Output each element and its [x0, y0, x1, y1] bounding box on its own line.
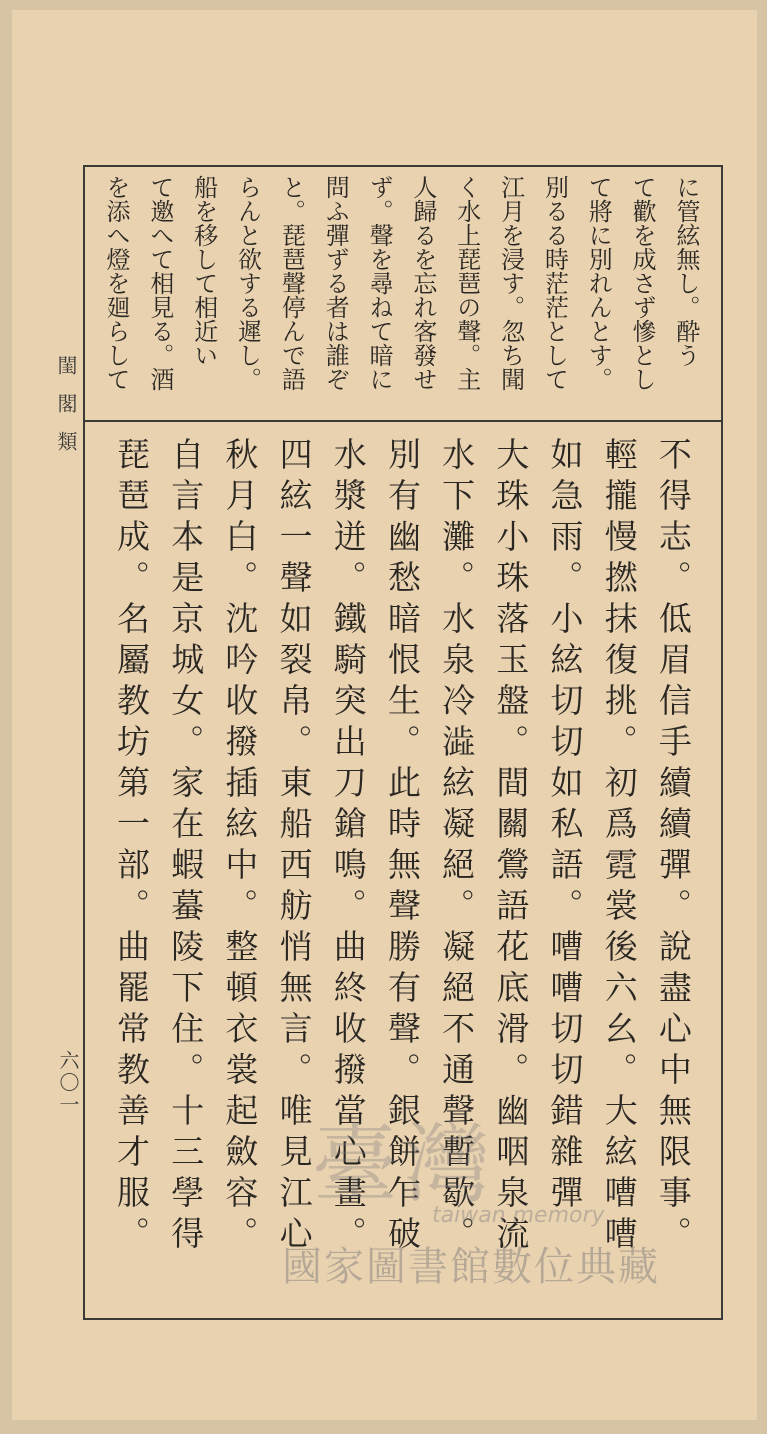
annotation-column: に管絃無し。酔う	[671, 175, 700, 367]
annotation-section	[85, 167, 721, 422]
annotation-column: 江月を浸す。忽ち聞	[496, 175, 525, 391]
main-text-column: 別有幽愁暗恨生。此時無聲勝有聲。銀餅乍破	[382, 437, 422, 1257]
main-text-column: 自言本是京城女。家在蝦蟇陵下住。十三學得	[166, 437, 206, 1257]
main-text-column: 如急雨。小絃切切如私語。嘈嘈切切錯雜彈	[545, 437, 585, 1216]
annotation-column: て歡を成さず慘とし	[628, 175, 657, 391]
annotation-column: て邀へて相見る。酒	[145, 175, 174, 391]
main-text-column: 水下灘。水泉冷澁絃凝絕。凝絕不通聲暫歇。	[437, 437, 477, 1257]
library-watermark	[282, 1095, 722, 1315]
watermark-logo-text: 臺灣	[312, 1115, 496, 1215]
main-text-column: 四絃一聲如裂帛。東船西舫悄無言。唯見江心	[274, 437, 314, 1257]
watermark-latin-text: taiwan memory	[432, 1203, 605, 1228]
book-page	[12, 10, 757, 1420]
main-text-column: 大珠小珠落玉盤。間關鶯語花底滑。幽咽泉流	[491, 437, 531, 1257]
margin-category-label: 閨閣類	[54, 355, 78, 469]
watermark-library-name: 國家圖書館數位典藏	[282, 1244, 660, 1290]
annotation-column: て將に別れんとす。	[584, 175, 613, 391]
main-text-column: 琵琶成。名屬教坊第一部。曲罷常教善才服。	[112, 437, 151, 1257]
main-text-column: 輕攏慢撚抹復挑。初爲霓裳後六幺。大絃嘈嘈	[599, 437, 639, 1257]
page-number: 六〇一	[56, 1050, 80, 1116]
annotation-column: く水上琵琶の聲。主	[452, 175, 481, 391]
annotation-column: と。琵琶聲停んで語	[277, 175, 306, 391]
annotation-column: 問ふ彈ずる者は誰ぞ	[321, 175, 350, 391]
main-text-column: 秋月白。沈吟收撥插絃中。整頓衣裳起斂容。	[220, 437, 260, 1257]
annotation-column: 別るる時茫茫として	[540, 175, 569, 391]
annotation-column: らんと欲する遲し。	[233, 175, 262, 391]
annotation-column: 船を移して相近い	[189, 175, 218, 367]
main-text-column: 不得志。低眉信手續續彈。說盡心中無限事。	[653, 437, 693, 1257]
annotation-column: ず。聲を尋ねて暗に	[365, 175, 394, 391]
annotation-column: 人歸るを忘れ客發せ	[408, 175, 437, 391]
main-text-column: 水漿迸。鐵騎突出刀鎗鳴。曲終收撥當心畫。	[328, 437, 368, 1257]
annotation-column: を添へ燈を廻らして	[102, 175, 130, 391]
